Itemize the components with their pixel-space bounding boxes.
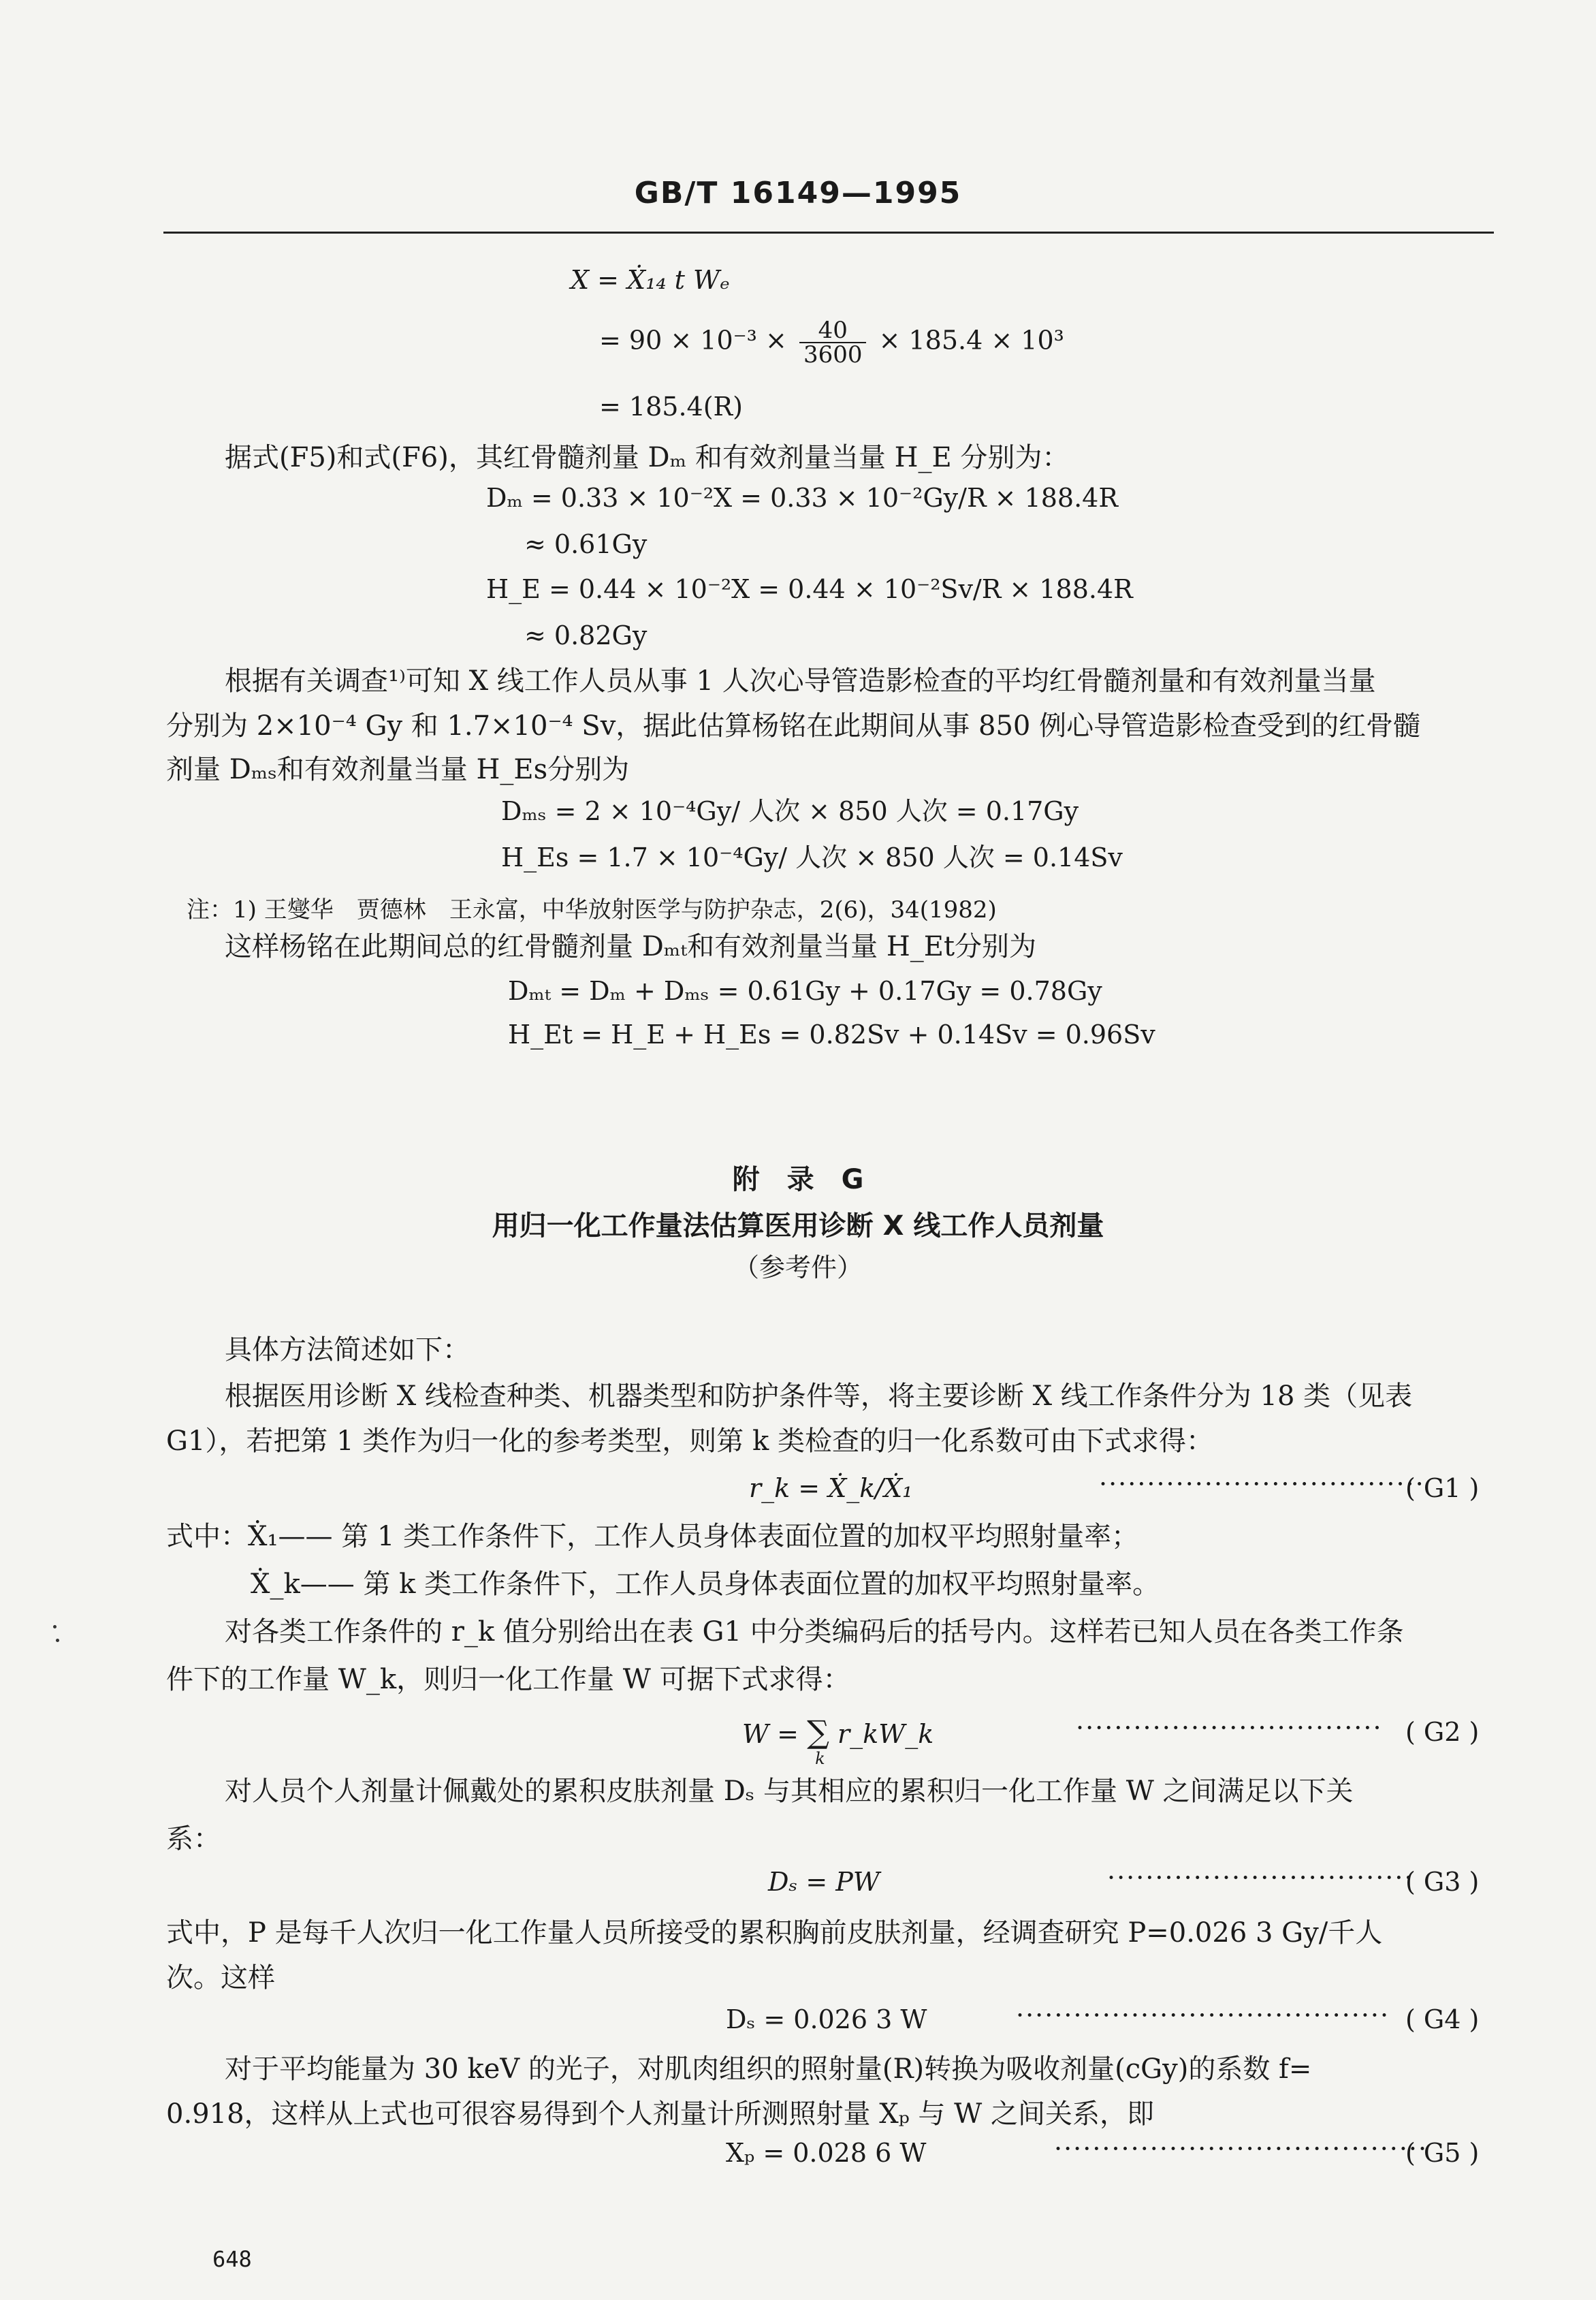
g5-equation-tag: ( G5 )	[1405, 2138, 1480, 2168]
calc-x-line2	[599, 319, 1064, 366]
kev-paragraph-line2: 0.918，这样从上式也可很容易得到个人剂量计所测照射量 Xₚ 与 W 之间关系，即	[166, 2098, 1154, 2130]
he-equation-line2: ≈ 0.82Gy	[524, 620, 648, 650]
ds-paragraph-line2: 系：	[166, 1823, 221, 1855]
g3-leader-dots: ································	[1107, 1863, 1414, 1893]
summation-symbol	[807, 1714, 829, 1768]
survey-paragraph-line1: 根据有关调查¹⁾可知 X 线工作人员从事 1 人次心导管造影检查的平均红骨髓剂量和有效剂量当量	[225, 665, 1376, 697]
p-paragraph-line1: 式中，P 是每千人次归一化工作量人员所接受的累积胸前皮肤剂量，经调查研究 P=0.026 3 Gy/千人	[166, 1917, 1383, 1949]
summation-sign: ∑	[807, 1714, 829, 1750]
dm-equation-line1: Dₘ = 0.33 × 10⁻²X = 0.33 × 10⁻²Gy/R × 188.4R	[486, 483, 1118, 513]
g5-leader-dots: ·······································	[1054, 2134, 1429, 2164]
calc-x-fraction	[799, 319, 867, 366]
g3-equation-tag: ( G3 )	[1405, 1867, 1480, 1897]
calc-x-line2-post: × 185.4 × 10³	[878, 325, 1064, 356]
ds-paragraph-line1: 对人员个人剂量计佩戴处的累积皮肤剂量 Dₛ 与其相应的累积归一化工作量 W 之间满足以下关	[225, 1776, 1354, 1807]
dm-equation-line2: ≈ 0.61Gy	[524, 529, 648, 559]
standard-number-header: GB/T 16149—1995	[634, 176, 962, 210]
calc-x-line1: X = Ẋ₁₄ t Wₑ	[571, 265, 730, 295]
appendix-title: 用归一化工作量法估算医用诊断 X 线工作人员剂量	[492, 1210, 1104, 1242]
survey-paragraph-line2: 分别为 2×10⁻⁴ Gy 和 1.7×10⁻⁴ Sv，据此估算杨铭在此期间从事 850 例心导管造影检查受到的红骨髓	[166, 710, 1421, 742]
g1-leader-dots: ··································	[1099, 1469, 1425, 1499]
g1-equation-tag: ( G1 )	[1405, 1473, 1480, 1503]
footnote: 注：1) 王燮华 贾德林 王永富，中华放射医学与防护杂志，2(6)，34(1982)	[187, 896, 997, 924]
g4-leader-dots: ·······································	[1016, 2000, 1390, 2030]
scan-speck	[56, 1639, 59, 1642]
method-intro: 具体方法简述如下：	[225, 1334, 470, 1366]
g2-equation-tag: ( G2 )	[1405, 1717, 1480, 1747]
calc-x-line2-pre: = 90 × 10⁻³ ×	[599, 325, 787, 356]
appendix-subtitle: （参考件）	[733, 1253, 863, 1282]
rk-paragraph-line1: 对各类工作条件的 r_k 值分别给出在表 G1 中分类编码后的括号内。这样若已知人员在各类工作条	[225, 1616, 1404, 1648]
g2-rhs: r_kW_k	[837, 1719, 934, 1749]
g2-lhs: W =	[742, 1719, 808, 1749]
g2-leader-dots: ································	[1076, 1713, 1383, 1743]
intro-f5f6-text: 据式(F5)和式(F6)，其红骨髓剂量 Dₘ 和有效剂量当量 H_E 分别为：	[225, 442, 1070, 473]
rk-paragraph-line2: 件下的工作量 W_k，则归一化工作量 W 可据下式求得：	[166, 1664, 850, 1695]
where-definition-1: 式中：Ẋ₁—— 第 1 类工作条件下，工作人员身体表面位置的加权平均照射量率；	[166, 1521, 1139, 1552]
he-equation-line1: H_E = 0.44 × 10⁻²X = 0.44 × 10⁻²Sv/R × 188.4R	[486, 574, 1133, 604]
p-paragraph-line2: 次。这样	[166, 1962, 275, 1994]
kev-paragraph-line1: 对于平均能量为 30 keV 的光子，对肌肉组织的照射量(R)转换为吸收剂量(cGy)的系数 f=	[225, 2053, 1312, 2085]
survey-paragraph-line3: 剂量 Dₘₛ和有效剂量当量 H_Es分别为	[166, 754, 630, 785]
calc-x-line3: = 185.4(R)	[599, 392, 743, 422]
g1-formula: r_k = Ẋ_k/Ẋ₁	[749, 1473, 913, 1503]
g4-formula: Dₛ = 0.026 3 W	[726, 2004, 927, 2034]
appendix-label: 附 录 G	[732, 1164, 864, 1195]
classify-paragraph-line1: 根据医用诊断 X 线检查种类、机器类型和防护条件等，将主要诊断 X 线工作条件分为 18 类（见表	[225, 1381, 1413, 1412]
page-number: 648	[212, 2246, 252, 2272]
where-definition-2: Ẋ_k—— 第 k 类工作条件下，工作人员身体表面位置的加权平均照射量率。	[251, 1569, 1160, 1600]
header-rule	[163, 232, 1494, 234]
fraction-numerator: 40	[799, 319, 867, 343]
dmt-equation: Dₘₜ = Dₘ + Dₘₛ = 0.61Gy + 0.17Gy = 0.78Gy	[508, 976, 1102, 1006]
het-equation: H_Et = H_E + H_Es = 0.82Sv + 0.14Sv = 0.96Sv	[508, 1020, 1155, 1050]
fraction-denominator: 3600	[803, 341, 863, 368]
g4-equation-tag: ( G4 )	[1405, 2004, 1480, 2034]
classify-paragraph-line2: G1），若把第 1 类作为归一化的参考类型，则第 k 类检查的归一化系数可由下式求得：	[166, 1425, 1213, 1457]
g2-formula	[742, 1714, 934, 1768]
total-paragraph: 这样杨铭在此期间总的红骨髓剂量 Dₘₜ和有效剂量当量 H_Et分别为	[225, 931, 1037, 962]
g3-formula: Dₛ = PW	[768, 1867, 880, 1897]
scan-speck	[53, 1625, 57, 1628]
g5-formula: Xₚ = 0.028 6 W	[726, 2138, 927, 2168]
summation-index: k	[815, 1749, 825, 1768]
dms-equation: Dₘₛ = 2 × 10⁻⁴Gy/ 人次 × 850 人次 = 0.17Gy	[501, 796, 1079, 826]
hes-equation: H_Es = 1.7 × 10⁻⁴Gy/ 人次 × 850 人次 = 0.14Sv	[501, 842, 1123, 872]
